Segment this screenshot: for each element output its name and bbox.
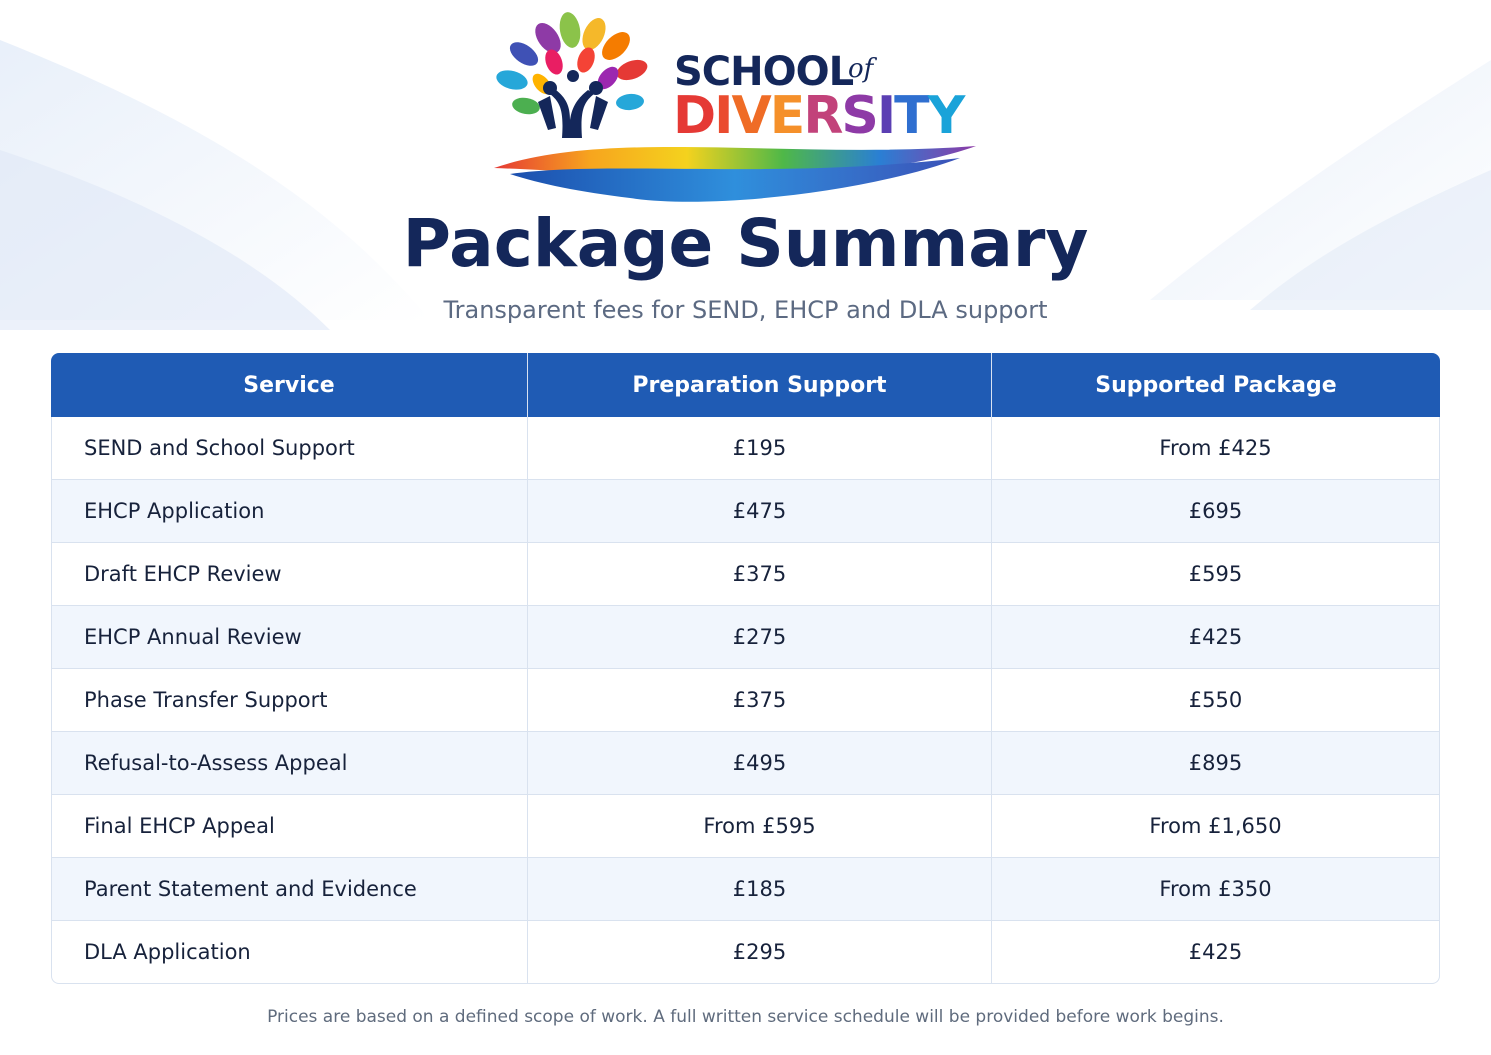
table-row bbox=[51, 480, 1440, 543]
cell-supported: £695 bbox=[992, 480, 1440, 543]
header-supported-package: Supported Package bbox=[992, 353, 1440, 417]
cell-service: DLA Application bbox=[51, 921, 528, 984]
table-row bbox=[51, 732, 1440, 795]
cell-supported: £550 bbox=[992, 669, 1440, 732]
cell-supported: From £350 bbox=[992, 858, 1440, 921]
page-subtitle: Transparent fees for SEND, EHCP and DLA support bbox=[443, 296, 1048, 324]
brand-letter: S bbox=[841, 86, 877, 146]
cell-preparation: £195 bbox=[528, 417, 992, 480]
table-row bbox=[51, 606, 1440, 669]
table-row bbox=[51, 795, 1440, 858]
brand-letter: I bbox=[714, 86, 732, 146]
brand-letter: Y bbox=[927, 86, 964, 146]
table-header-row bbox=[51, 353, 1440, 417]
cell-service: Final EHCP Appeal bbox=[51, 795, 528, 858]
cell-preparation: £185 bbox=[528, 858, 992, 921]
cell-service: Phase Transfer Support bbox=[51, 669, 528, 732]
cell-supported: £425 bbox=[992, 921, 1440, 984]
brand-letter: I bbox=[876, 86, 895, 146]
cell-preparation: £475 bbox=[528, 480, 992, 543]
cell-preparation: £375 bbox=[528, 543, 992, 606]
cell-preparation: £495 bbox=[528, 732, 992, 795]
table-row bbox=[51, 858, 1440, 921]
cell-preparation: £275 bbox=[528, 606, 992, 669]
cell-service: Parent Statement and Evidence bbox=[51, 858, 528, 921]
cell-supported: £425 bbox=[992, 606, 1440, 669]
brand-name-diversity bbox=[673, 86, 964, 146]
cell-supported: From £1,650 bbox=[992, 795, 1440, 858]
cell-service: SEND and School Support bbox=[51, 417, 528, 480]
brand-letter: E bbox=[769, 86, 804, 146]
brand-letter: R bbox=[803, 86, 842, 146]
brand-name-of: of bbox=[848, 54, 874, 84]
table-row bbox=[51, 417, 1440, 480]
cell-service: EHCP Application bbox=[51, 480, 528, 543]
cell-service: Draft EHCP Review bbox=[51, 543, 528, 606]
brand-letter: D bbox=[673, 86, 715, 146]
table-row bbox=[51, 669, 1440, 732]
cell-preparation: From £595 bbox=[528, 795, 992, 858]
brand-letter: T bbox=[894, 86, 928, 146]
brand-logo bbox=[490, 10, 990, 206]
cell-preparation: £375 bbox=[528, 669, 992, 732]
cell-service: EHCP Annual Review bbox=[51, 606, 528, 669]
footnote: Prices are based on a defined scope of work. A full written service schedule will be provided before work begins. bbox=[267, 1007, 1224, 1027]
cell-supported: From £425 bbox=[992, 417, 1440, 480]
table-row bbox=[51, 543, 1440, 606]
fee-table bbox=[51, 353, 1440, 984]
header-preparation-support: Preparation Support bbox=[528, 353, 992, 417]
cell-supported: £895 bbox=[992, 732, 1440, 795]
header-service: Service bbox=[51, 353, 528, 417]
cell-preparation: £295 bbox=[528, 921, 992, 984]
brand-letter: V bbox=[731, 86, 770, 146]
cell-supported: £595 bbox=[992, 543, 1440, 606]
brand-name-school: SCHOOL bbox=[674, 49, 854, 95]
cell-service: Refusal-to-Assess Appeal bbox=[51, 732, 528, 795]
page-title: Package Summary bbox=[402, 205, 1089, 282]
table-row bbox=[51, 921, 1440, 984]
